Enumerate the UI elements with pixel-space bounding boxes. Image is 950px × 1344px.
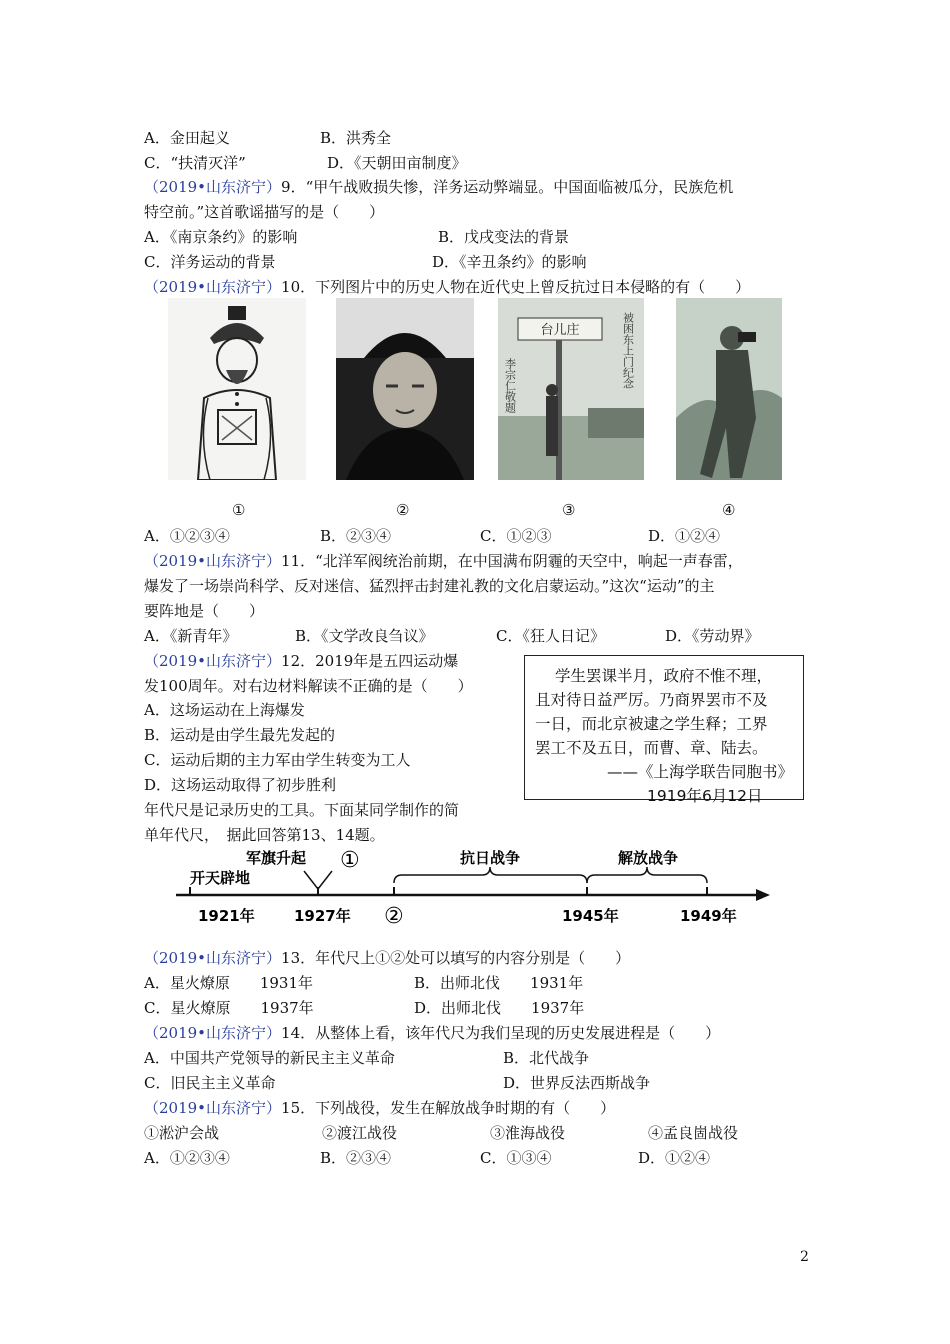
- q9-option-c: C．洋务运动的背景: [144, 253, 276, 271]
- q10-option-b: B．②③④: [320, 527, 392, 545]
- q10-stem: （2019•山东济宁）10．下列图片中的历史人物在近代史上曾反抗过日本侵略的有（ ）: [144, 278, 751, 296]
- q11-option-d: D．《劳动界》: [665, 627, 760, 645]
- q11-option-a: A．《新青年》: [144, 627, 238, 645]
- timeline-intro-line1: 年代尺是记录历史的工具。下面某同学制作的简: [144, 801, 460, 819]
- q15-item-4: ④孟良崮战役: [648, 1124, 739, 1142]
- q12-option-a: A．这场运动在上海爆发: [144, 701, 305, 719]
- timeline-event-1921: 开天辟地: [190, 869, 251, 887]
- q8-option-a: A．金田起义: [144, 129, 230, 147]
- photo-label-1: ①: [232, 501, 246, 519]
- photo-label-4: ④: [722, 501, 736, 519]
- photo3-side-text: 李宗仁敬题: [503, 358, 517, 413]
- q11-stem-line1: （2019•山东济宁）11．“北洋军阀统治前期，在中国满布阴霾的天空中，响起一声春雷，: [144, 552, 743, 570]
- timeline-blank-2: ②: [384, 904, 404, 929]
- q14-option-d: D．世界反法西斯战争: [503, 1074, 651, 1092]
- q14-option-c: C．旧民主主义革命: [144, 1074, 276, 1092]
- quote-line: 一日，而北京被逮之学生释；工界: [535, 715, 768, 733]
- q14-option-a: A．中国共产党领导的新民主主义革命: [144, 1049, 395, 1067]
- q13-option-a: A．星火燎原 1931年: [144, 974, 314, 992]
- quote-line: 罢工不及五日，而曹、章、陆去。: [535, 739, 768, 757]
- photo-portrait-qing-official: [336, 298, 474, 480]
- q15-item-2: ②渡江战役: [322, 1124, 398, 1142]
- timeline-blank-1: ①: [340, 848, 360, 873]
- quote-date: 1919年6月12日: [647, 787, 763, 805]
- photo-soldier-binoculars: [676, 298, 782, 480]
- q13-source: （2019•山东济宁）: [144, 949, 282, 967]
- q15-source: （2019•山东济宁）: [144, 1099, 282, 1117]
- photo3-vertical-text: 被困东上门纪念: [621, 312, 635, 389]
- photo-taierzhuang-sign: [498, 298, 644, 480]
- q13-option-d: D．出师北伐 1937年: [414, 999, 585, 1017]
- q12-stem-line2: 发100周年。对右边材料解读不正确的是（ ）: [144, 677, 473, 695]
- q12-quote-box: [524, 655, 804, 805]
- q8-option-c: C．“扶清灭洋”: [144, 154, 246, 172]
- quote-source: ——《上海学联告同胞书》: [607, 763, 794, 781]
- q13-option-c: C．星火燎原 1937年: [144, 999, 314, 1017]
- timeline-war-liberation: 解放战争: [618, 849, 679, 867]
- q9-stem-line1: （2019•山东济宁）9．“甲午战败损失惨，洋务运动弊端显。中国面临被瓜分，民族危机: [144, 178, 734, 196]
- timeline-year-1921: 1921年: [198, 907, 255, 925]
- timeline-event-1927: 军旗升起: [246, 849, 307, 867]
- timeline-year-1927: 1927年: [294, 907, 351, 925]
- q15-stem: （2019•山东济宁）15．下列战役，发生在解放战争时期的有（ ）: [144, 1099, 616, 1117]
- q9-option-d: D．《辛丑条约》的影响: [432, 253, 587, 271]
- timeline-year-1949: 1949年: [680, 907, 737, 925]
- timeline-ruler: [170, 843, 780, 933]
- q12-option-d: D．这场运动取得了初步胜利: [144, 776, 337, 794]
- q15-option-c: C．①③④: [480, 1149, 552, 1167]
- q14-source: （2019•山东济宁）: [144, 1024, 282, 1042]
- quote-line: 且对待日益严厉。乃商界罢市不及: [535, 691, 768, 709]
- q15-option-a: A．①②③④: [144, 1149, 230, 1167]
- quote-line: 学生罢课半月，政府不惟不理，: [555, 667, 773, 685]
- q15-option-d: D．①②④: [638, 1149, 711, 1167]
- q8-option-d: D．《天朝田亩制度》: [327, 154, 467, 172]
- q11-source: （2019•山东济宁）: [144, 552, 282, 570]
- q12-stem-line1: （2019•山东济宁）12．2019年是五四运动爆: [144, 652, 459, 670]
- photo-qing-official-drawing: [168, 298, 306, 480]
- q9-option-b: B．戊戌变法的背景: [438, 228, 570, 246]
- photo-label-2: ②: [396, 501, 410, 519]
- q15-item-3: ③淮海战役: [490, 1124, 566, 1142]
- q9-source: （2019•山东济宁）: [144, 178, 282, 196]
- q14-stem: （2019•山东济宁）14．从整体上看，该年代尺为我们呈现的历史发展进程是（ ）: [144, 1024, 721, 1042]
- q10-source: （2019•山东济宁）: [144, 278, 282, 296]
- q10-option-d: D．①②④: [648, 527, 721, 545]
- timeline-year-1945: 1945年: [562, 907, 619, 925]
- q12-option-b: B．运动是由学生最先发起的: [144, 726, 336, 744]
- q14-option-b: B．北代战争: [503, 1049, 590, 1067]
- q10-option-a: A．①②③④: [144, 527, 230, 545]
- q10-option-c: C．①②③: [480, 527, 552, 545]
- q11-option-c: C．《狂人日记》: [496, 627, 605, 645]
- photo-label-3: ③: [562, 501, 576, 519]
- q12-source: （2019•山东济宁）: [144, 652, 282, 670]
- q13-stem: （2019•山东济宁）13．年代尺上①②处可以填写的内容分别是（ ）: [144, 949, 631, 967]
- photo3-sign-text: 台儿庄: [540, 323, 580, 338]
- q11-stem-line3: 要阵地是（ ）: [144, 602, 265, 620]
- q9-stem-line2: 特空前。”这首歌谣描写的是（ ）: [144, 203, 385, 221]
- q15-item-1: ①淞沪会战: [144, 1124, 220, 1142]
- q15-option-b: B．②③④: [320, 1149, 392, 1167]
- q13-option-b: B．出师北伐 1931年: [414, 974, 584, 992]
- q11-stem-line2: 爆发了一场崇尚科学、反对迷信、猛烈抨击封建礼教的文化启蒙运动。”这次“运动”的主: [144, 577, 715, 595]
- q9-option-a: A．《南京条约》的影响: [144, 228, 298, 246]
- page-number: 2: [800, 1249, 809, 1265]
- timeline-war-anti-japanese: 抗日战争: [460, 849, 521, 867]
- q11-option-b: B．《文学改良刍议》: [295, 627, 434, 645]
- q12-option-c: C．运动后期的主力军由学生转变为工人: [144, 751, 411, 769]
- q8-option-b: B．洪秀全: [320, 129, 392, 147]
- timeline-intro-line2: 单年代尺， 据此回答第13、14题。: [144, 826, 385, 844]
